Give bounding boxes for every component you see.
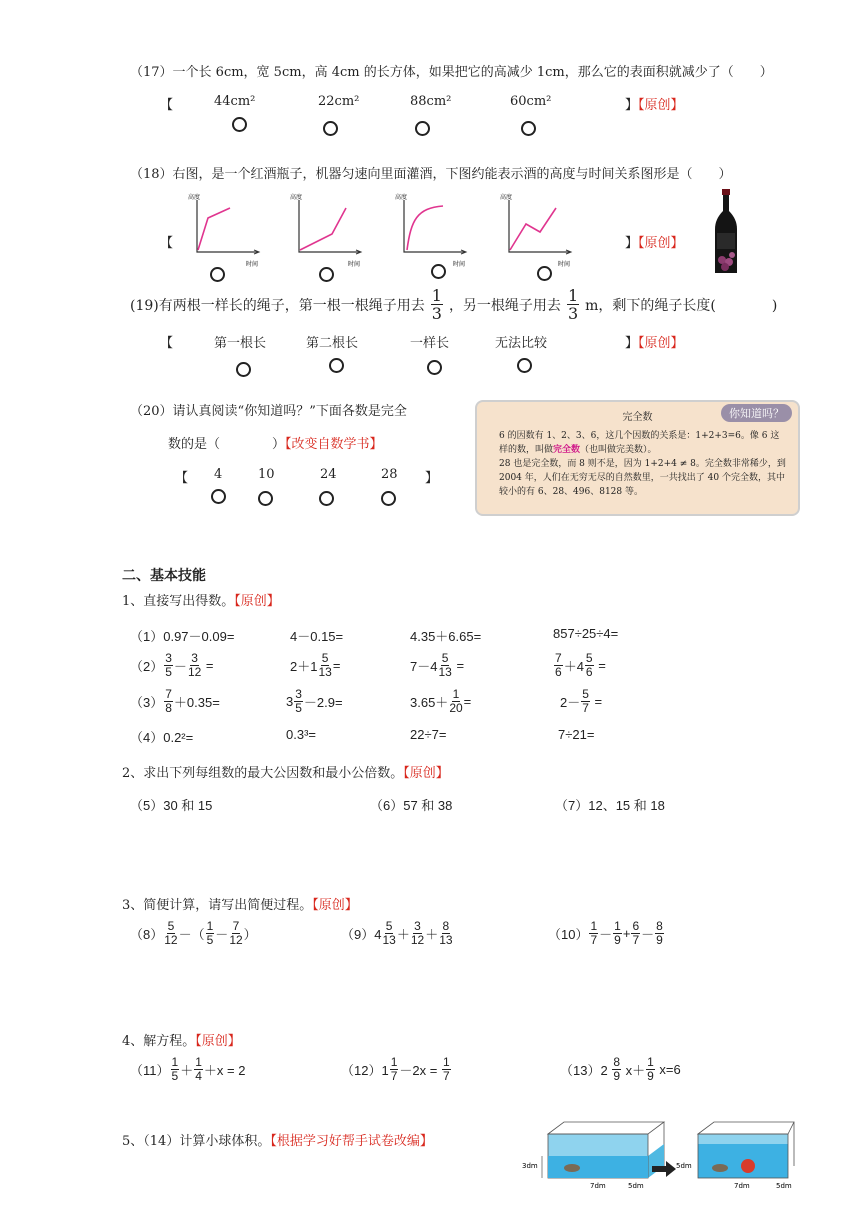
part1-title: 1、直接写出得数。【原创】 [122,594,280,609]
q18-open-bracket: 【 [160,236,174,251]
q18-radio-c[interactable] [431,264,446,279]
q19-text-c: m，剩下的绳子长度( ) [585,297,778,314]
tank-label-h2: 5dm [676,1162,692,1170]
q20-source: 【改变自数学书】 [285,437,383,452]
calc-r1c1: （1）0.97－0.09= [130,629,235,644]
q17-option-c: 88cm² [410,94,452,109]
tank-label-w: 7dm [590,1182,606,1190]
q17-tag: 】【原创】 [625,98,684,113]
q17-option-b: 22cm² [318,94,360,109]
q17-radio-d[interactable] [521,121,536,136]
q19-text-b: ，另一根绳子用去 [448,297,561,314]
q18-radio-d[interactable] [537,266,552,281]
gcd-q6: （6）57 和 38 [370,798,453,813]
q19-radio-a[interactable] [236,362,251,377]
graph-ylabel: 高度 [188,194,201,201]
q20-line2: 数的是（ ）【改变自数学书】 [168,437,383,452]
q19-fraction-1: $\frac{1}{3}$ [431,286,442,323]
tank-label-d: 5dm [628,1182,644,1190]
calc-r3c3: 3.65＋ $\frac{1}{20}$ = [410,687,472,715]
q18-text: （18）右图，是一个红酒瓶子，机器匀速向里面灌酒，下图约能表示酒的高度与时间关系图形是（ ） [130,167,732,182]
wine-bottle-image [709,189,743,275]
q18-radio-b[interactable] [319,267,334,282]
q20-radio-b[interactable] [258,491,273,506]
calc-r4c2: 0.3³= [286,727,316,742]
q19-radio-d[interactable] [517,358,532,373]
calc-r1c2: 4－0.15= [290,629,344,644]
q19-option-d: 无法比较 [495,336,548,351]
calc-r2c4: $\frac{7}{6}$ ＋4 $\frac{5}{6}$ = [555,651,606,679]
equation-q11: （11） $\frac{1}{5}$ ＋ $\frac{1}{4}$ ＋x = 2 [130,1055,246,1083]
calc-r3c2: 3 $\frac{3}{5}$ －2.9= [286,687,343,715]
q20-open-bracket: 【 [175,471,189,486]
graph-ylabel: 高度 [290,194,303,201]
equation-q13: （13）2 $\frac{8}{9}$ x＋ $\frac{1}{9}$ x=6 [560,1055,681,1083]
simplify-q10: （10） $\frac{1}{7}$ － $\frac{1}{9}$ + $\frac{6}{7}$ － $\frac{8}{9}$ [548,919,663,947]
q17-open-bracket: 【 [160,98,174,113]
q20-radio-a[interactable] [211,489,226,504]
calc-r4c4: 7÷21= [558,727,595,742]
perfect-number-title: 完全数 [622,412,653,423]
equation-q12: （12）1 $\frac{1}{7}$ －2x = $\frac{1}{7}$ [341,1055,450,1083]
q20-option-d: 28 [381,467,398,482]
graph-xlabel: 时间 [246,261,259,268]
q17-option-a: 44cm² [214,94,256,109]
gcd-q5: （5）30 和 15 [130,798,213,813]
calc-r2c2: 2＋1 $\frac{5}{13}$ = [290,651,341,679]
q19-text-a: (19)有两根一样长的绳子，第一根一根绳子用去 [130,297,425,314]
graph-ylabel: 高度 [500,194,513,201]
q20-close-bracket: 】 [425,471,439,486]
tank-label-w2: 7dm [734,1182,750,1190]
part5-title: 5、（14）计算小球体积。【根据学习好帮手试卷改编】 [122,1134,433,1149]
q20-option-c: 24 [320,467,337,482]
did-you-know-box [475,400,800,516]
q18-graph-d [500,190,590,270]
q19-radio-b[interactable] [329,358,344,373]
tank-label-d2: 5dm [776,1182,792,1190]
section-heading: 二、基本技能 [122,567,206,583]
calc-r4c3: 22÷7= [410,727,447,742]
calc-r3c4: 2－ $\frac{5}{7}$ = [560,687,603,715]
part2-title: 2、求出下列每组数的最大公因数和最小公倍数。【原创】 [122,766,449,781]
perfect-number-text: 6 的因数有 1、2、3、6，这几个因数的关系是：1+2+3=6。像 6 这样的数，叫做完全数（也叫做完美数）。 28 也是完全数，而 8 则不是，因为 1+2+4 ≠ 8。完全数非常稀少，到 2004 年，人们在无穷无尽的自然数里，一共找出了 40 个完全数，其中较小的有 6、28、496、8128 等。 [499,431,786,497]
graph-xlabel: 时间 [348,261,361,268]
gcd-q7: （7）12、15 和 18 [555,798,665,813]
q20-option-a: 4 [214,467,223,482]
graph-xlabel: 时间 [558,261,571,268]
q17-radio-a[interactable] [232,117,247,132]
q18-graph-a [188,190,278,270]
calc-r1c4: 857÷25÷4= [553,626,619,641]
tank-diagram [520,1120,800,1206]
q19-tag: 】【原创】 [625,336,684,351]
simplify-q8: （8） $\frac{5}{12}$ －（ $\frac{1}{5}$ － $\frac{7}{12}$ ） [130,919,257,947]
q19-option-a: 第一根长 [214,336,267,351]
tank-label-h1: 3dm [522,1162,538,1170]
calc-r4c1: （4）0.2²= [130,730,194,745]
did-you-know-tag: 你知道吗？ [721,404,792,422]
q20-radio-c[interactable] [319,491,334,506]
q17-option-d: 60cm² [510,94,552,109]
q19-open-bracket: 【 [160,336,174,351]
q18-graph-b [290,190,380,270]
q19-option-b: 第二根长 [306,336,359,351]
q20-option-b: 10 [258,467,275,482]
q20-radio-d[interactable] [381,491,396,506]
q17-radio-c[interactable] [415,121,430,136]
q18-radio-a[interactable] [210,267,225,282]
q19-option-c: 一样长 [410,336,450,351]
q19-fraction-2: $\frac{1}{3}$ [567,286,579,323]
q19-text [130,287,777,322]
q17-radio-b[interactable] [323,121,338,136]
calc-r2c3: 7－4 $\frac{5}{13}$ = [410,651,465,679]
q20-line1: （20）请认真阅读“你知道吗？”下面各数是完全 [130,404,407,419]
q18-tag: 】【原创】 [625,236,684,251]
calc-r3c1: （3） $\frac{7}{8}$ ＋0.35= [130,687,220,715]
part4-title: 4、解方程。【原创】 [122,1034,241,1049]
q18-graph-c [395,190,485,270]
q19-radio-c[interactable] [427,360,442,375]
part3-title: 3、简便计算，请写出简便过程。【原创】 [122,898,358,913]
calc-r2c1: （2） $\frac{3}{5}$ － $\frac{3}{12}$ = [130,651,214,679]
calc-r1c3: 4.35＋6.65= [410,629,482,644]
simplify-q9: （9）4 $\frac{5}{13}$ ＋ $\frac{3}{12}$ ＋ $\frac{8}{13}$ [341,919,453,947]
graph-xlabel: 时间 [453,261,466,268]
q17-text: （17）一个长 6cm，宽 5cm，高 4cm 的长方体，如果把它的高减少 1cm，那么它的表面积就减少了（ ） [130,65,773,80]
graph-ylabel: 高度 [395,194,408,201]
